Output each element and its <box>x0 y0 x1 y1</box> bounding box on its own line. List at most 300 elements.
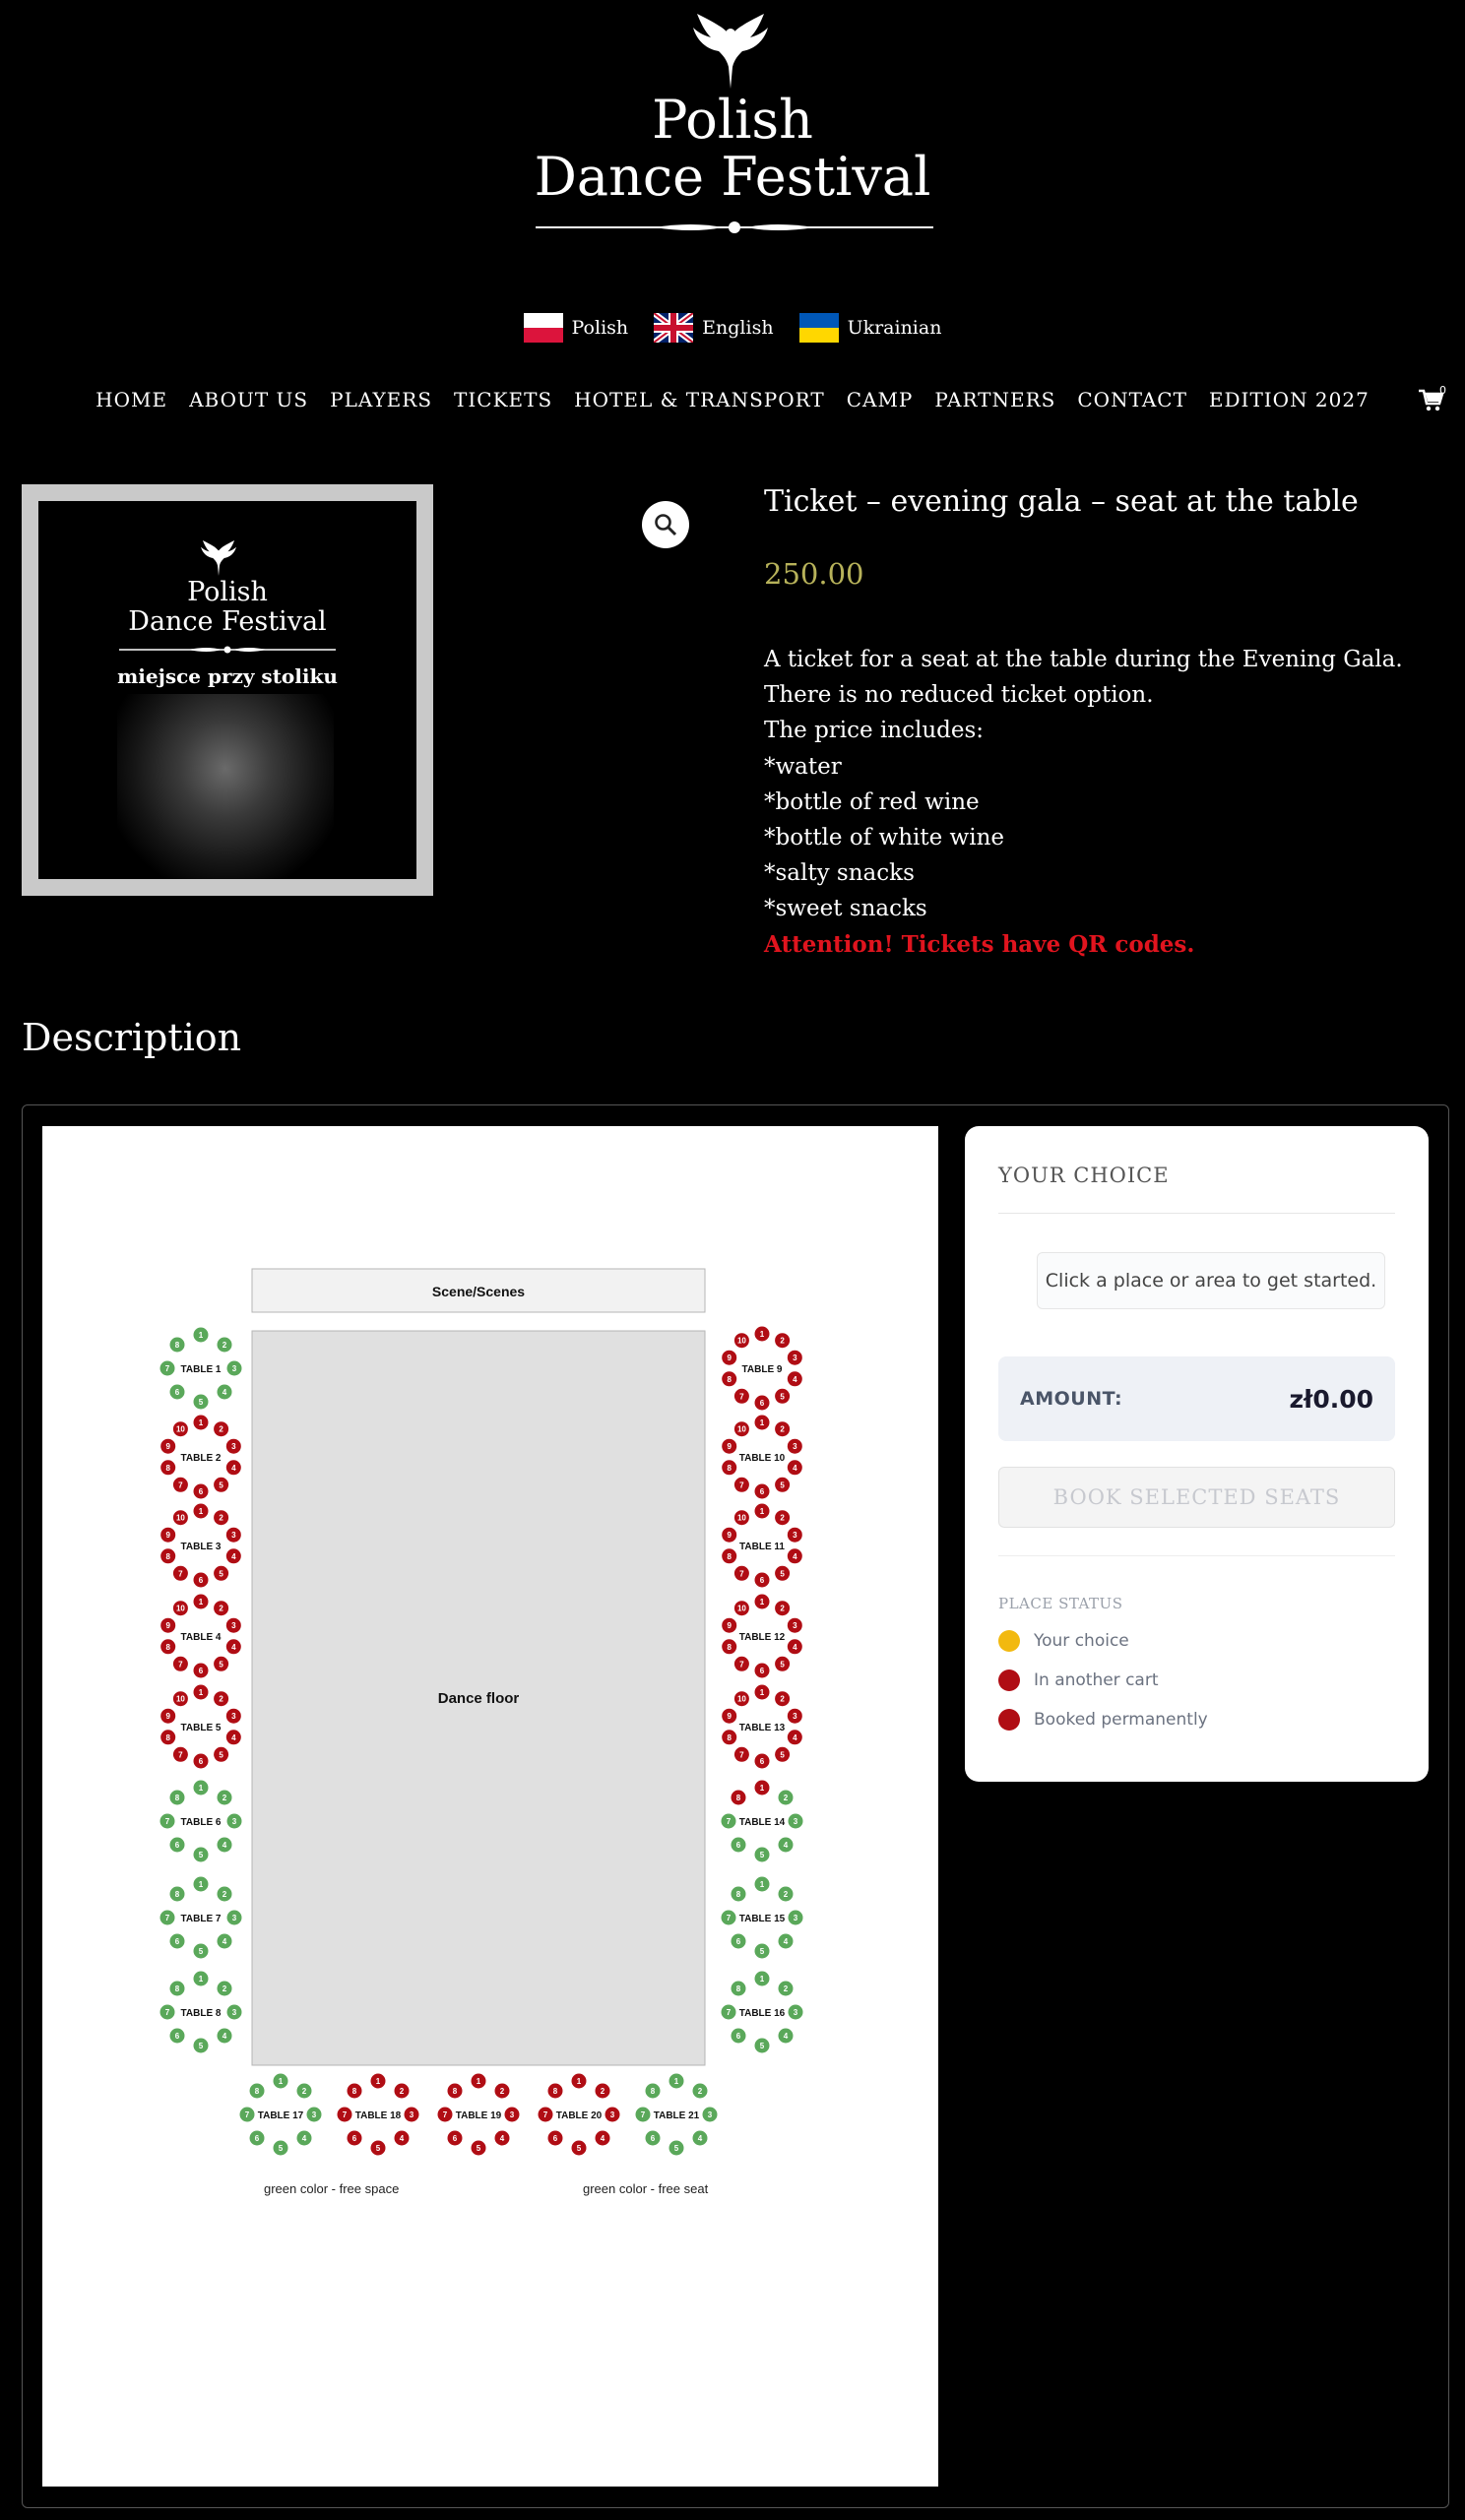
seat-number: 2 <box>780 1694 785 1704</box>
seat-number: 10 <box>175 1424 185 1434</box>
seat-number: 8 <box>727 1374 732 1384</box>
table-label: TABLE 16 <box>738 2008 786 2019</box>
seat-number: 3 <box>231 1914 237 1922</box>
seat-number: 2 <box>780 1424 785 1434</box>
seat-number: 8 <box>552 2087 558 2096</box>
seat-number: 9 <box>727 1621 732 1631</box>
product-title: Ticket – evening gala – seat at the table <box>764 484 1359 519</box>
table-label: TABLE 20 <box>555 2110 603 2121</box>
seat-number: 2 <box>780 1336 785 1346</box>
table-label: TABLE 12 <box>738 1632 786 1643</box>
seat-number: 2 <box>301 2087 307 2096</box>
status-booked-permanently <box>998 1709 1208 1731</box>
product-image[interactable] <box>22 484 433 896</box>
language-switcher <box>0 313 1465 343</box>
seat-number: 3 <box>231 1817 237 1826</box>
table-12[interactable] <box>722 1595 802 1678</box>
seat-number: 1 <box>198 1331 204 1340</box>
seat-number: 6 <box>759 1576 765 1585</box>
table-label: TABLE 7 <box>180 1914 222 1924</box>
seat-number: 1 <box>759 1507 765 1516</box>
zoom-button[interactable] <box>642 501 689 548</box>
nav-camp[interactable]: CAMP <box>846 388 914 411</box>
seat-number: 3 <box>707 2110 713 2119</box>
table-19[interactable] <box>438 2074 520 2156</box>
seat-number: 1 <box>278 2077 284 2086</box>
seat-number: 4 <box>231 1463 236 1473</box>
seat-number: 8 <box>165 1732 170 1742</box>
seat-number: 10 <box>175 1694 185 1704</box>
table-label: TABLE 2 <box>180 1453 222 1464</box>
status-dot <box>998 1670 1020 1691</box>
nav-players[interactable]: PLAYERS <box>330 388 433 411</box>
seat-number: 8 <box>727 1463 732 1473</box>
table-2[interactable] <box>160 1416 241 1499</box>
seat-number: 2 <box>219 1604 223 1613</box>
amount-label: AMOUNT: <box>1020 1388 1123 1410</box>
image-title-line2: Dance Festival <box>128 606 327 637</box>
seat-number: 6 <box>735 1937 741 1946</box>
seat-number: 7 <box>244 2110 250 2119</box>
image-title-line1: Polish <box>187 577 268 607</box>
seat-number: 6 <box>759 1757 765 1766</box>
seat-number: 8 <box>452 2087 458 2096</box>
seat-number: 10 <box>736 1424 746 1434</box>
table-label: TABLE 13 <box>738 1723 786 1733</box>
seat-number: 4 <box>793 1732 797 1742</box>
seat-number: 9 <box>165 1621 170 1631</box>
lang-ukrainian[interactable] <box>799 313 942 343</box>
seat-number: 5 <box>375 2144 381 2153</box>
table-1[interactable] <box>160 1328 242 1410</box>
seat-number: 5 <box>673 2144 679 2153</box>
description-line: *salty snacks <box>764 860 915 887</box>
legend-note-left: green color - free space <box>264 2181 400 2196</box>
table-label: TABLE 15 <box>738 1914 786 1924</box>
seat-number: 1 <box>198 1688 204 1697</box>
table-label: TABLE 10 <box>738 1453 786 1464</box>
table-6[interactable] <box>160 1781 242 1862</box>
seat-number: 3 <box>231 1621 236 1631</box>
seat-number: 5 <box>780 1569 785 1579</box>
table-3[interactable] <box>160 1504 241 1588</box>
your-choice-panel <box>965 1126 1429 1782</box>
seat-number: 7 <box>739 1750 744 1760</box>
product-description <box>764 642 1453 963</box>
seat-number: 5 <box>759 1947 765 1956</box>
seat-number: 7 <box>442 2110 448 2119</box>
seat-number: 8 <box>727 1551 732 1561</box>
seat-number: 6 <box>552 2134 558 2143</box>
seat-number: 2 <box>219 1694 223 1704</box>
seat-number: 3 <box>231 1364 237 1373</box>
table-11[interactable] <box>722 1504 802 1588</box>
seat-number: 4 <box>231 1642 236 1652</box>
seat-number: 8 <box>735 1984 741 1993</box>
seat-number: 1 <box>759 1880 765 1889</box>
seat-number: 6 <box>759 1667 765 1675</box>
table-label: TABLE 19 <box>455 2110 502 2121</box>
nav-contact[interactable]: CONTACT <box>1077 388 1187 411</box>
seat-number: 7 <box>178 1480 183 1490</box>
seat-number: 2 <box>222 1984 227 1993</box>
seat-number: 10 <box>736 1513 746 1523</box>
seat-number: 8 <box>174 1341 180 1350</box>
table-label: TABLE 9 <box>741 1364 783 1375</box>
table-5[interactable] <box>160 1685 241 1769</box>
seat-number: 9 <box>727 1531 732 1541</box>
seat-number: 6 <box>174 1841 180 1850</box>
seat-number: 2 <box>783 1984 789 1993</box>
dance-floor-label: Dance floor <box>437 1690 520 1707</box>
description-line: *bottle of white wine <box>764 825 1004 851</box>
table-label: TABLE 3 <box>180 1542 222 1552</box>
seat-number: 3 <box>793 1712 797 1722</box>
seat-number: 7 <box>164 1364 170 1373</box>
seat-number: 8 <box>174 1890 180 1899</box>
table-10[interactable] <box>722 1416 802 1499</box>
seat-number: 5 <box>780 1660 785 1670</box>
seat-number: 6 <box>198 1667 204 1675</box>
seat-number: 4 <box>399 2134 405 2143</box>
seat-number: 3 <box>793 1531 797 1541</box>
seat-number: 8 <box>254 2087 260 2096</box>
seat-number: 1 <box>375 2077 381 2086</box>
seat-number: 6 <box>174 1388 180 1397</box>
seat-number: 10 <box>736 1336 746 1346</box>
seat-number: 9 <box>727 1442 732 1452</box>
seat-number: 3 <box>793 1354 797 1363</box>
seat-number: 4 <box>222 2032 227 2041</box>
nav-tickets[interactable]: TICKETS <box>454 388 553 411</box>
seat-number: 6 <box>735 1841 741 1850</box>
seat-number: 1 <box>759 1784 765 1793</box>
seat-number: 7 <box>726 2008 732 2017</box>
nav-home[interactable]: HOME <box>96 388 168 411</box>
seat-number: 6 <box>198 1487 204 1496</box>
seat-number: 3 <box>793 2008 798 2017</box>
seat-number: 7 <box>342 2110 348 2119</box>
seat-number: 5 <box>780 1392 785 1402</box>
seat-number: 6 <box>650 2134 656 2143</box>
nav-hotel-transport[interactable]: HOTEL & TRANSPORT <box>574 388 825 411</box>
seat-number: 5 <box>198 1398 204 1407</box>
seat-number: 4 <box>793 1642 797 1652</box>
description-line: *water <box>764 753 842 780</box>
description-line: *bottle of red wine <box>764 788 980 815</box>
seat-map[interactable] <box>42 1126 938 2487</box>
seat-number: 6 <box>254 2134 260 2143</box>
seat-number: 6 <box>174 2032 180 2041</box>
seat-number: 7 <box>640 2110 646 2119</box>
seat-number: 7 <box>178 1750 183 1760</box>
seat-number: 3 <box>231 1712 236 1722</box>
lang-label: Ukrainian <box>847 317 942 339</box>
seat-number: 2 <box>783 1890 789 1899</box>
description-line: A ticket for a seat at the table during the Evening Gala. There is no reduced ticket option. <box>764 647 1403 709</box>
seat-number: 5 <box>780 1750 785 1760</box>
seat-number: 3 <box>793 1914 798 1922</box>
seat-number: 3 <box>509 2110 515 2119</box>
seat-number: 7 <box>739 1660 744 1670</box>
eagle-icon <box>196 540 241 576</box>
seat-number: 3 <box>231 2008 237 2017</box>
seat-number: 5 <box>219 1480 223 1490</box>
seat-number: 2 <box>499 2087 505 2096</box>
seat-number: 7 <box>739 1569 744 1579</box>
image-subtitle: miejsce przy stoliku <box>117 664 338 688</box>
table-21[interactable] <box>636 2074 718 2156</box>
seat-number: 8 <box>351 2087 357 2096</box>
seat-number: 5 <box>759 2042 765 2050</box>
logo-ornament <box>536 219 933 236</box>
table-20[interactable] <box>539 2074 620 2156</box>
seat-number: 5 <box>278 2144 284 2153</box>
table-15[interactable] <box>722 1877 803 1959</box>
seat-number: 10 <box>175 1513 185 1523</box>
seat-number: 2 <box>600 2087 605 2096</box>
seat-number: 1 <box>198 1507 204 1516</box>
description-line: *sweet snacks <box>764 896 927 922</box>
seat-number: 8 <box>165 1642 170 1652</box>
seat-map-canvas[interactable] <box>42 1126 938 2487</box>
qr-code-notice: Attention! Tickets have QR codes. <box>764 930 1195 958</box>
seat-number: 8 <box>174 1794 180 1802</box>
seat-number: 1 <box>198 1880 204 1889</box>
seat-number: 7 <box>164 1914 170 1922</box>
seat-number: 2 <box>780 1513 785 1523</box>
seat-number: 1 <box>759 1975 765 1984</box>
lang-polish[interactable] <box>524 313 629 343</box>
seat-number: 9 <box>727 1712 732 1722</box>
seat-number: 6 <box>759 1487 765 1496</box>
eagle-icon <box>689 14 772 89</box>
seat-number: 2 <box>697 2087 703 2096</box>
stage-label: Scene/Scenes <box>431 1284 526 1299</box>
table-18[interactable] <box>338 2074 419 2156</box>
seat-number: 3 <box>409 2110 414 2119</box>
table-label: TABLE 14 <box>738 1817 786 1828</box>
seat-number: 8 <box>735 1890 741 1899</box>
product-price: 250.00 <box>764 557 864 591</box>
status-dot <box>998 1709 1020 1731</box>
seat-number: 6 <box>174 1937 180 1946</box>
seat-number: 9 <box>165 1712 170 1722</box>
status-label: Your choice <box>1034 1631 1129 1651</box>
seat-number: 9 <box>727 1354 732 1363</box>
seat-number: 7 <box>164 1817 170 1826</box>
table-16[interactable] <box>722 1972 803 2053</box>
nav-partners[interactable]: PARTNERS <box>934 388 1056 411</box>
seat-number: 4 <box>783 2032 789 2041</box>
description-line: The price includes: <box>764 718 985 744</box>
seat-number: 1 <box>576 2077 582 2086</box>
seat-number: 8 <box>165 1551 170 1561</box>
seat-number: 3 <box>793 1817 798 1826</box>
divider <box>998 1555 1395 1556</box>
pl-flag-icon <box>524 313 563 343</box>
seat-number: 8 <box>174 1984 180 1993</box>
seat-number: 5 <box>198 1851 204 1859</box>
seat-number: 3 <box>793 1621 797 1631</box>
seat-number: 4 <box>222 1937 227 1946</box>
table-9[interactable] <box>722 1327 802 1411</box>
nav-edition-2027[interactable]: EDITION 2027 <box>1208 388 1369 411</box>
seat-number: 4 <box>783 1841 789 1850</box>
seat-number: 4 <box>231 1551 236 1561</box>
seat-number: 1 <box>759 1330 765 1339</box>
table-label: TABLE 8 <box>180 2008 222 2019</box>
seat-number: 5 <box>219 1750 223 1760</box>
seat-number: 7 <box>726 1817 732 1826</box>
seat-number: 6 <box>759 1399 765 1408</box>
seat-number: 4 <box>600 2134 605 2143</box>
seat-number: 5 <box>780 1480 785 1490</box>
seat-number: 4 <box>793 1374 797 1384</box>
seat-number: 3 <box>311 2110 317 2119</box>
nav-about-us[interactable]: ABOUT US <box>189 388 309 411</box>
seat-number: 4 <box>499 2134 505 2143</box>
seat-number: 10 <box>175 1604 185 1613</box>
status-in-another-cart <box>998 1670 1159 1691</box>
status-your-choice <box>998 1630 1129 1652</box>
seat-number: 2 <box>780 1604 785 1613</box>
seat-number: 8 <box>735 1794 741 1802</box>
seat-number: 7 <box>178 1660 183 1670</box>
seat-number: 4 <box>231 1732 236 1742</box>
seat-number: 5 <box>198 1947 204 1956</box>
seat-number: 2 <box>222 1341 227 1350</box>
status-dot <box>998 1630 1020 1652</box>
seat-number: 1 <box>759 1418 765 1427</box>
seat-number: 1 <box>198 1975 204 1984</box>
seat-number: 8 <box>727 1642 732 1652</box>
table-label: TABLE 11 <box>739 1542 785 1552</box>
seat-number: 5 <box>759 1851 765 1859</box>
seat-number: 8 <box>727 1732 732 1742</box>
seat-number: 1 <box>759 1598 765 1606</box>
table-label: TABLE 5 <box>180 1723 222 1733</box>
table-14[interactable] <box>722 1781 803 1862</box>
table-label: TABLE 17 <box>257 2110 304 2121</box>
seat-number: 5 <box>219 1569 223 1579</box>
cart-count: 0 <box>1439 384 1446 397</box>
seat-number: 3 <box>793 1442 797 1452</box>
seat-number: 2 <box>222 1890 227 1899</box>
seat-number: 2 <box>222 1794 227 1802</box>
logo-title-line1: Polish <box>652 89 813 151</box>
book-seats-button[interactable]: BOOK SELECTED SEATS <box>998 1467 1395 1528</box>
seat-number: 3 <box>231 1442 236 1452</box>
seat-number: 2 <box>219 1513 223 1523</box>
seat-number: 4 <box>301 2134 307 2143</box>
seat-number: 1 <box>759 1688 765 1697</box>
hint-box: Click a place or area to get started. <box>1037 1252 1385 1309</box>
seat-number: 3 <box>609 2110 615 2119</box>
seat-number: 7 <box>726 1914 732 1922</box>
table-17[interactable] <box>240 2074 322 2156</box>
seat-number: 1 <box>476 2077 481 2086</box>
seat-number: 4 <box>222 1388 227 1397</box>
seat-number: 7 <box>739 1392 744 1402</box>
seat-number: 5 <box>198 2042 204 2050</box>
seat-number: 4 <box>222 1841 227 1850</box>
panel-title: YOUR CHOICE <box>998 1164 1170 1187</box>
seat-number: 4 <box>793 1463 797 1473</box>
status-label: In another cart <box>1034 1670 1159 1690</box>
table-label: TABLE 18 <box>354 2110 402 2121</box>
uk-flag-icon <box>654 313 693 343</box>
seat-number: 8 <box>165 1463 170 1473</box>
seat-number: 4 <box>697 2134 703 2143</box>
main-nav <box>0 388 1465 411</box>
table-7[interactable] <box>160 1877 242 1959</box>
seat-number: 6 <box>198 1576 204 1585</box>
seat-number: 8 <box>650 2087 656 2096</box>
seat-number: 3 <box>231 1531 236 1541</box>
divider <box>998 1213 1395 1214</box>
seat-number: 10 <box>736 1694 746 1704</box>
seat-number: 4 <box>783 1937 789 1946</box>
seat-number: 7 <box>739 1480 744 1490</box>
table-13[interactable] <box>722 1685 802 1769</box>
seat-number: 7 <box>164 2008 170 2017</box>
table-label: TABLE 6 <box>180 1817 222 1828</box>
logo-title-line2: Dance Festival <box>534 146 931 208</box>
couple-photo <box>117 694 334 879</box>
table-label: TABLE 21 <box>653 2110 700 2121</box>
lang-english[interactable] <box>654 313 773 343</box>
site-logo[interactable] <box>0 0 1465 246</box>
table-8[interactable] <box>160 1972 242 2053</box>
seat-number: 4 <box>793 1551 797 1561</box>
lang-label: Polish <box>571 317 629 339</box>
seat-number: 1 <box>673 2077 679 2086</box>
seat-number: 9 <box>165 1442 170 1452</box>
amount-value: zł0.00 <box>1289 1384 1373 1414</box>
amount-box <box>998 1356 1395 1441</box>
seat-number: 5 <box>476 2144 481 2153</box>
seat-number: 6 <box>198 1757 204 1766</box>
seat-number: 2 <box>783 1794 789 1802</box>
ua-flag-icon <box>799 313 839 343</box>
seat-number: 7 <box>178 1569 183 1579</box>
lang-label: English <box>702 317 774 339</box>
seat-number: 6 <box>351 2134 357 2143</box>
table-label: TABLE 1 <box>180 1364 222 1375</box>
seat-number: 1 <box>198 1598 204 1606</box>
seat-number: 1 <box>198 1784 204 1793</box>
seat-number: 2 <box>219 1424 223 1434</box>
description-heading: Description <box>22 1016 242 1059</box>
image-ornament <box>119 645 336 655</box>
seat-number: 7 <box>542 2110 548 2119</box>
seat-number: 5 <box>219 1660 223 1670</box>
seat-number: 10 <box>736 1604 746 1613</box>
seat-number: 6 <box>735 2032 741 2041</box>
place-status-title: PLACE STATUS <box>998 1595 1123 1612</box>
seat-number: 5 <box>576 2144 582 2153</box>
seat-number: 9 <box>165 1531 170 1541</box>
legend-note-right: green color - free seat <box>583 2181 709 2196</box>
magnifier-icon <box>653 512 678 537</box>
seat-number: 1 <box>198 1418 204 1427</box>
seat-number: 2 <box>399 2087 405 2096</box>
seat-number: 6 <box>452 2134 458 2143</box>
table-label: TABLE 4 <box>180 1632 222 1643</box>
table-4[interactable] <box>160 1595 241 1678</box>
status-label: Booked permanently <box>1034 1710 1208 1730</box>
